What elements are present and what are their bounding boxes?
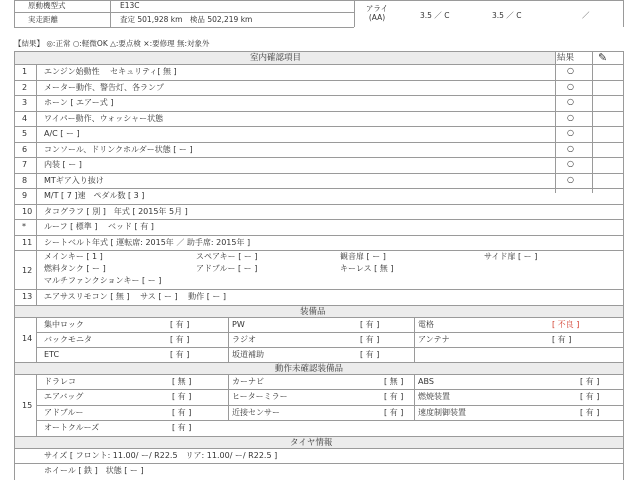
row-number: 6 <box>22 144 28 154</box>
row-number: 7 <box>22 160 28 169</box>
rule-line <box>14 250 623 251</box>
rule-line <box>36 332 623 333</box>
result-mark: ○ <box>567 174 574 184</box>
tire-tread-value-1: 3.5 ／ C <box>420 11 450 20</box>
mileage-value: 査定 501,928 km 検品 502,219 km <box>120 15 253 24</box>
equipment-label: バックモニタ <box>44 334 92 344</box>
unconfirmed-value: [ 有 ] <box>384 392 404 401</box>
result-mark: ○ <box>567 97 574 106</box>
row-number: 11 <box>22 237 33 247</box>
roof-bed-info: ルーフ [ 標準 ] ベッド [ 有 ] <box>44 222 154 231</box>
rule-line <box>14 142 623 143</box>
inspection-item-label: コンソール、ドリンクホルダー状態 [ ー ] <box>44 144 193 154</box>
equipment-title: 装備品 <box>300 306 326 317</box>
rule-line <box>110 0 111 27</box>
rule-line <box>14 111 623 112</box>
rule-line <box>414 374 415 421</box>
unconfirmed-label: 燃焼装置 <box>418 392 450 401</box>
equipment-label: ラジオ <box>232 334 256 344</box>
row-number: 2 <box>22 82 28 92</box>
rule-line <box>36 374 37 436</box>
equipment-value: [ 有 ] <box>552 334 572 344</box>
unconfirmed-title: 動作未確認装備品 <box>275 363 344 374</box>
rule-line <box>36 204 37 220</box>
rule-line <box>14 95 623 96</box>
equipment-label: ETC <box>44 349 60 359</box>
rule-line <box>354 0 355 27</box>
unconfirmed-value: [ 有 ] <box>172 423 192 432</box>
inspection-item-label: MTギア入り抜け <box>44 175 104 185</box>
unconfirmed-label: 近接センサー <box>232 407 280 417</box>
row-number: 4 <box>22 113 28 123</box>
unconfirmed-value: [ 有 ] <box>172 392 192 401</box>
rule-line <box>36 219 37 235</box>
rule-line <box>14 157 623 158</box>
equipment-label: PW <box>232 319 245 329</box>
rule-line <box>228 317 229 362</box>
unconfirmed-label: カーナビ <box>232 376 264 386</box>
rule-line <box>14 235 623 236</box>
row-number: 10 <box>22 206 33 216</box>
rule-line <box>14 80 623 81</box>
rule-line <box>36 405 623 406</box>
row-number: * <box>22 222 26 231</box>
rule-line <box>14 317 623 318</box>
equipment-value: [ 有 ] <box>170 319 190 329</box>
result-mark: ○ <box>567 159 574 168</box>
unconfirmed-label: 速度制御装置 <box>418 407 466 417</box>
equipment-value: [ 有 ] <box>360 334 380 344</box>
fuel-key-info-item: 燃料タンク [ ー ] <box>44 264 106 273</box>
result-legend: 【結果】 ◎:正常 ○:軽微OK △:要点検 ×:要修理 無:対象外 <box>14 39 210 48</box>
top-table-line <box>14 27 354 28</box>
rule-line <box>36 289 37 305</box>
unconfirmed-label: ドラレコ <box>44 376 76 386</box>
equipment-value: [ 有 ] <box>360 349 380 359</box>
rule-line <box>228 374 229 421</box>
mileage-label: 実走距離 <box>28 15 58 24</box>
row-number: 9 <box>22 191 28 200</box>
result-mark: ○ <box>567 143 574 153</box>
row-number: 12 <box>22 266 33 275</box>
tire-info-title: タイヤ情報 <box>290 437 333 448</box>
fuel-key-info-item: キーレス [ 無 ] <box>340 264 394 273</box>
rule-line <box>36 389 623 390</box>
rule-line <box>36 188 37 204</box>
rule-line <box>14 374 623 375</box>
result-mark: ○ <box>567 66 574 75</box>
unconfirmed-label: ヒーターミラー <box>232 392 288 401</box>
inspection-item-label: メーター動作、警告灯、各ランプ <box>44 82 164 92</box>
equipment-value: [ 不良 ] <box>552 319 580 329</box>
equipment-label: アンテナ <box>418 334 450 344</box>
key-info-item: スペアキー [ ー ] <box>196 252 258 261</box>
row-number: 15 <box>22 400 33 410</box>
unconfirmed-value: [ 有 ] <box>172 407 192 417</box>
rule-line <box>623 0 624 27</box>
inspection-item-label: ワイパー動作、ウォッシャー状態 <box>44 113 164 123</box>
rule-line <box>14 188 623 189</box>
rule-line <box>14 463 623 464</box>
tire-top-line <box>354 0 623 1</box>
rule-line <box>14 289 623 290</box>
rule-line <box>36 64 37 206</box>
rule-line <box>14 126 623 127</box>
result-mark: ○ <box>567 112 574 122</box>
row-number: 14 <box>22 333 33 343</box>
key-info-item: メインキー [ 1 ] <box>44 252 103 261</box>
tachograph-year-info: タコグラフ [ 別 ] 年式 [ 2015年 5月 ] <box>44 206 188 216</box>
row-number: 8 <box>22 175 28 185</box>
outer-right-border <box>623 51 624 480</box>
inspection-item-label: ホーン [ エアー式 ] <box>44 98 114 107</box>
rule-line <box>14 173 623 174</box>
unconfirmed-value: [ 有 ] <box>580 392 600 401</box>
inspection-title: 室内確認項目 <box>250 53 302 63</box>
row-number: 3 <box>22 98 28 107</box>
tire-tread-value-3: ／ <box>582 11 590 20</box>
unconfirmed-value: [ 有 ] <box>580 376 600 386</box>
unconfirmed-label: エアバッグ <box>44 392 84 401</box>
result-mark: ○ <box>567 81 574 91</box>
transmission-pedal-info: M/T [ 7 ]速 ペダル数 [ 3 ] <box>44 191 145 200</box>
rule-line <box>36 420 623 421</box>
row-number: 5 <box>22 129 28 138</box>
rule-line <box>14 64 623 65</box>
unconfirmed-label: アドブルー <box>44 407 84 417</box>
rule-line <box>36 317 37 362</box>
rule-line <box>14 0 15 27</box>
air-suspension-info: エアサスリモコン [ 無 ] サス [ ー ] 動作 [ ー ] <box>44 292 227 301</box>
key-info-item: 観音扉 [ ー ] <box>340 252 386 261</box>
equipment-value: [ 有 ] <box>360 319 380 329</box>
rule-line <box>36 235 37 251</box>
outer-left-border <box>14 51 15 480</box>
equipment-label: 集中ロック <box>44 319 84 329</box>
equipment-value: [ 有 ] <box>170 334 190 344</box>
tire-tread-value-2: 3.5 ／ C <box>492 11 522 20</box>
inspection-item-label: エンジン始動性 セキュリティ[ 無 ] <box>44 67 177 76</box>
tire-size-info: サイズ [ フロント: 11.00/ ー/ R22.5 リア: 11.00/ ー/ R22.5 ] <box>44 450 278 460</box>
equipment-label: 電格 <box>418 319 434 329</box>
rule-line <box>414 317 415 362</box>
unconfirmed-label: オートクルーズ <box>44 423 100 432</box>
row-number: 1 <box>22 67 28 76</box>
rule-line <box>14 204 623 205</box>
unconfirmed-value: [ 有 ] <box>580 407 600 417</box>
rule-line <box>36 347 623 348</box>
equipment-label: 坂道補助 <box>232 349 264 359</box>
result-mark: ○ <box>567 128 574 137</box>
engine-model-label: 原動機型式 <box>28 1 66 10</box>
engine-model-value: E13C <box>120 1 140 10</box>
clipboard-icon: ✎ <box>598 51 608 64</box>
result-header: 結果 <box>557 53 575 63</box>
wheel-info: ホイール [ 鉄 ] 状態 [ ー ] <box>44 465 144 475</box>
rule-line <box>36 250 37 289</box>
seatbelt-year-info: シートベルト年式 [ 運転席: 2015年 ／ 助手席: 2015年 ] <box>44 237 251 247</box>
inspection-item-label: 内装 [ ー ] <box>44 160 82 169</box>
equipment-value: [ 有 ] <box>170 349 190 359</box>
fuel-key-info-item: アドブルー [ ー ] <box>196 264 258 273</box>
unconfirmed-value: [ 無 ] <box>172 376 192 386</box>
rule-line <box>14 219 623 220</box>
unconfirmed-value: [ 無 ] <box>384 376 404 386</box>
row-number: 13 <box>22 292 33 301</box>
top-table-line <box>14 12 354 13</box>
unconfirmed-label: ABS <box>418 376 434 386</box>
inspection-item-label: A/C [ ー ] <box>44 129 80 138</box>
key-info-item: サイド扉 [ ー ] <box>484 252 538 261</box>
tire-tread-label: アライ (AA) <box>365 4 389 23</box>
unconfirmed-value: [ 有 ] <box>384 407 404 417</box>
multi-function-key-info: マルチファンクションキー [ ー ] <box>44 276 162 285</box>
rule-line <box>14 448 623 449</box>
